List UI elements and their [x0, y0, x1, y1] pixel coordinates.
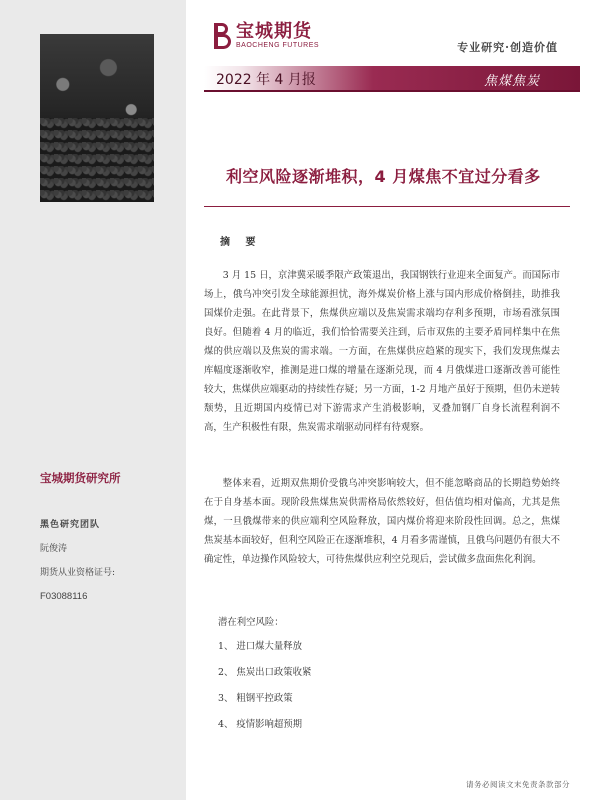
report-category: 焦煤焦炭 — [483, 74, 540, 89]
sidebar-divider — [186, 0, 188, 800]
abstract-heading: 摘 要 — [220, 237, 262, 248]
risk-heading: 潜在利空风险： — [218, 617, 284, 628]
team-name: 黑色研究团队 — [40, 520, 101, 530]
license-number: F03088116 — [40, 591, 88, 602]
report-title: 利空风险逐渐堆积，4 月煤焦不宜过分看多 — [226, 167, 541, 186]
company-logo — [214, 22, 319, 50]
title-divider — [204, 206, 570, 207]
risk-item: 2、 焦炭出口政策收紧 — [218, 667, 312, 678]
logo-mark-icon — [214, 23, 232, 49]
analyst-info — [40, 513, 115, 609]
risk-item: 3、 粗钢平控政策 — [218, 693, 293, 704]
coal-photo — [40, 34, 154, 202]
report-date: 2022 年 4 月报 — [216, 72, 316, 88]
logo-chinese: 宝城期货 — [236, 21, 312, 42]
risk-item: 4、 疫情影响超预期 — [218, 719, 302, 730]
slogan: 专业研究·创造价值 — [457, 41, 558, 54]
report-banner — [204, 66, 580, 92]
disclaimer-note: 请务必阅读文末免责条款部分 — [466, 780, 570, 789]
risk-item: 1、 进口煤大量释放 — [218, 641, 302, 652]
risk-list — [218, 640, 311, 744]
sidebar — [0, 0, 186, 800]
abstract-paragraph-1: 3 月 15 日，京津冀采暖季限产政策退出，我国钢铁行业迎来全面复产。而国际市场上，俄乌冲突引发全球能源担忧，海外煤炭价格上涨与国内形成价格倒挂，助推我国煤价走强。在此背景下，焦煤供应端以及焦炭需求端均存利多预期，市场看涨氛围良好。但随着 4 月的临近，我们恰恰需要关注到，后市双焦的主要矛盾同样集中在焦煤的供应端以及焦炭的需求端。一方面，在焦煤供应趋紧的现实下，我们发现焦煤去库幅度逐渐收窄，推测是进口煤的增量在逐渐兑现，而 4 月俄煤进口逐渐改善可能性较大，焦煤供应端驱动的持续性存疑；另一方面，1-2 月地产虽好于预期，但仍未逆转颓势，且近期国内疫情已对下游需求产生消极影响，叉叠加钢厂自身长流程利润不高，生产积极性有限，焦炭需求端驱动同样有待观察。 — [204, 270, 560, 433]
license-label: 期货从业资格证号: — [40, 568, 116, 578]
institute-name: 宝城期货研究所 — [40, 471, 121, 485]
abstract-paragraph-2: 整体来看，近期双焦期价受俄乌冲突影响较大，但不能忽略商品的长期趋势始终在于自身基本面。现阶段焦煤焦炭供需格局依然较好，但估值均相对偏高，尤其是焦煤，一旦俄煤带来的供应端利空风险释放，国内煤价将迎来阶段性回调。总之，焦煤焦炭基本面较好，但利空风险正在逐渐堆积，4 月看多需谨慎，且俄乌问题仍有很大不确定性，单边操作风险较大，可待焦煤供应利空兑现后，尝试做多盘面焦化利润。 — [204, 478, 560, 565]
logo-english: BAOCHENG FUTURES — [236, 42, 320, 49]
analyst-name: 阮俊涛 — [40, 544, 68, 554]
